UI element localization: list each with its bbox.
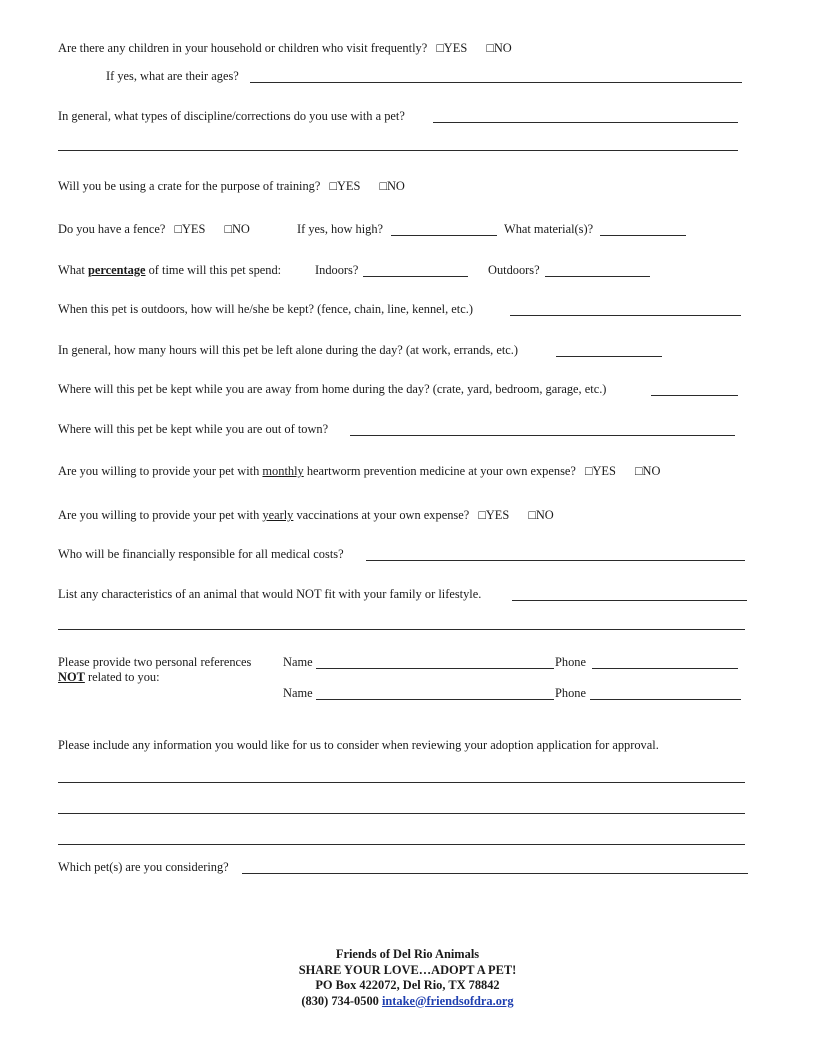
discipline-field-line2[interactable] — [58, 150, 738, 151]
question-outdoors-kept: When this pet is outdoors, how will he/she be kept? (fence, chain, line, kennel, etc.) — [58, 302, 473, 316]
reference-2-name-label: Name — [283, 686, 313, 700]
reference-1-phone-label: Phone — [555, 655, 586, 669]
checkbox-heartworm-no[interactable]: □NO — [635, 464, 661, 478]
indoors-field[interactable] — [363, 276, 468, 277]
checkbox-vaccinations-no[interactable]: □NO — [528, 508, 554, 522]
reference-1-name-field[interactable] — [316, 668, 554, 669]
children-ages-field[interactable] — [250, 82, 742, 83]
footer-phone: (830) 734-0500 — [301, 993, 379, 1008]
kept-away-field[interactable] — [651, 395, 738, 396]
checkbox-children-yes[interactable]: □YES — [436, 41, 468, 55]
footer-contact — [0, 994, 815, 1010]
outdoors-label: Outdoors? — [488, 263, 540, 277]
indoors-label: Indoors? — [315, 263, 359, 277]
question-heartworm: Are you willing to provide your pet with monthly heartworm prevention medicine at your own expense? □YES □NO — [58, 464, 661, 478]
question-out-of-town: Where will this pet be kept while you are out of town? — [58, 422, 329, 436]
question-fence: Do you have a fence? □YES □NO — [58, 222, 250, 236]
checkbox-vaccinations-yes[interactable]: □YES — [478, 508, 510, 522]
question-percentage: What percentage of time will this pet spend: — [58, 263, 282, 277]
question-kept-away: Where will this pet be kept while you are away from home during the day? (crate, yard, bedroom, garage, etc.) — [58, 382, 607, 396]
fence-material-field[interactable] — [600, 235, 686, 236]
reference-2-phone-field[interactable] — [590, 699, 741, 700]
out-of-town-field[interactable] — [350, 435, 735, 436]
checkbox-crate-yes[interactable]: □YES — [329, 179, 361, 193]
emphasis-not: NOT — [58, 670, 85, 684]
additional-info-line-3[interactable] — [58, 844, 745, 845]
question-financial: Who will be financially responsible for all medical costs? — [58, 547, 344, 561]
emphasis-yearly: yearly — [262, 508, 294, 522]
hours-alone-field[interactable] — [556, 356, 662, 357]
question-vaccinations: Are you willing to provide your pet with yearly vaccinations at your own expense? □YES □NO — [58, 508, 554, 522]
reference-2-phone-label: Phone — [555, 686, 586, 700]
references-prompt-line2: NOT related to you: — [58, 670, 160, 684]
question-fence-height: If yes, how high? — [297, 222, 384, 236]
reference-1-name-label: Name — [283, 655, 313, 669]
fence-height-field[interactable] — [391, 235, 497, 236]
question-pets-considering: Which pet(s) are you considering? — [58, 860, 229, 874]
reference-1-phone-field[interactable] — [592, 668, 738, 669]
question-characteristics: List any characteristics of an animal that would NOT fit with your family or lifestyle. — [58, 587, 482, 601]
characteristics-field-line2[interactable] — [58, 629, 745, 630]
checkbox-fence-no[interactable]: □NO — [224, 222, 250, 236]
question-discipline: In general, what types of discipline/corrections do you use with a pet? — [58, 109, 405, 123]
characteristics-field[interactable] — [512, 600, 747, 601]
financial-field[interactable] — [366, 560, 745, 561]
discipline-field[interactable] — [433, 122, 738, 123]
question-additional-info: Please include any information you would like for us to consider when reviewing your adoption application for approval. — [58, 738, 659, 752]
reference-2-name-field[interactable] — [316, 699, 554, 700]
pets-considering-field[interactable] — [242, 873, 748, 874]
additional-info-line-1[interactable] — [58, 782, 745, 783]
checkbox-fence-yes[interactable]: □YES — [174, 222, 206, 236]
question-children: Are there any children in your household or children who visit frequently? □YES □NO — [58, 41, 512, 55]
emphasis-percentage: percentage — [87, 263, 146, 277]
question-children-ages: If yes, what are their ages? — [106, 69, 239, 83]
footer-address: PO Box 422072, Del Rio, TX 78842 — [315, 978, 500, 992]
footer-email-link[interactable]: intake@friendsofdra.org — [381, 993, 514, 1008]
question-hours-alone: In general, how many hours will this pet be left alone during the day? (at work, errands, etc.) — [58, 343, 519, 357]
checkbox-children-no[interactable]: □NO — [486, 41, 512, 55]
footer-slogan: SHARE YOUR LOVE…ADOPT A PET! — [298, 962, 517, 977]
question-crate: Will you be using a crate for the purpose of training? □YES □NO — [58, 179, 405, 193]
references-prompt: Please provide two personal references — [58, 655, 252, 669]
outdoors-field[interactable] — [545, 276, 650, 277]
outdoors-kept-field[interactable] — [510, 315, 741, 316]
question-fence-material: What material(s)? — [504, 222, 594, 236]
footer-org-name: Friends of Del Rio Animals — [335, 947, 480, 961]
checkbox-heartworm-yes[interactable]: □YES — [585, 464, 616, 478]
emphasis-monthly: monthly — [262, 464, 304, 478]
additional-info-line-2[interactable] — [58, 813, 745, 814]
checkbox-crate-no[interactable]: □NO — [379, 179, 405, 193]
